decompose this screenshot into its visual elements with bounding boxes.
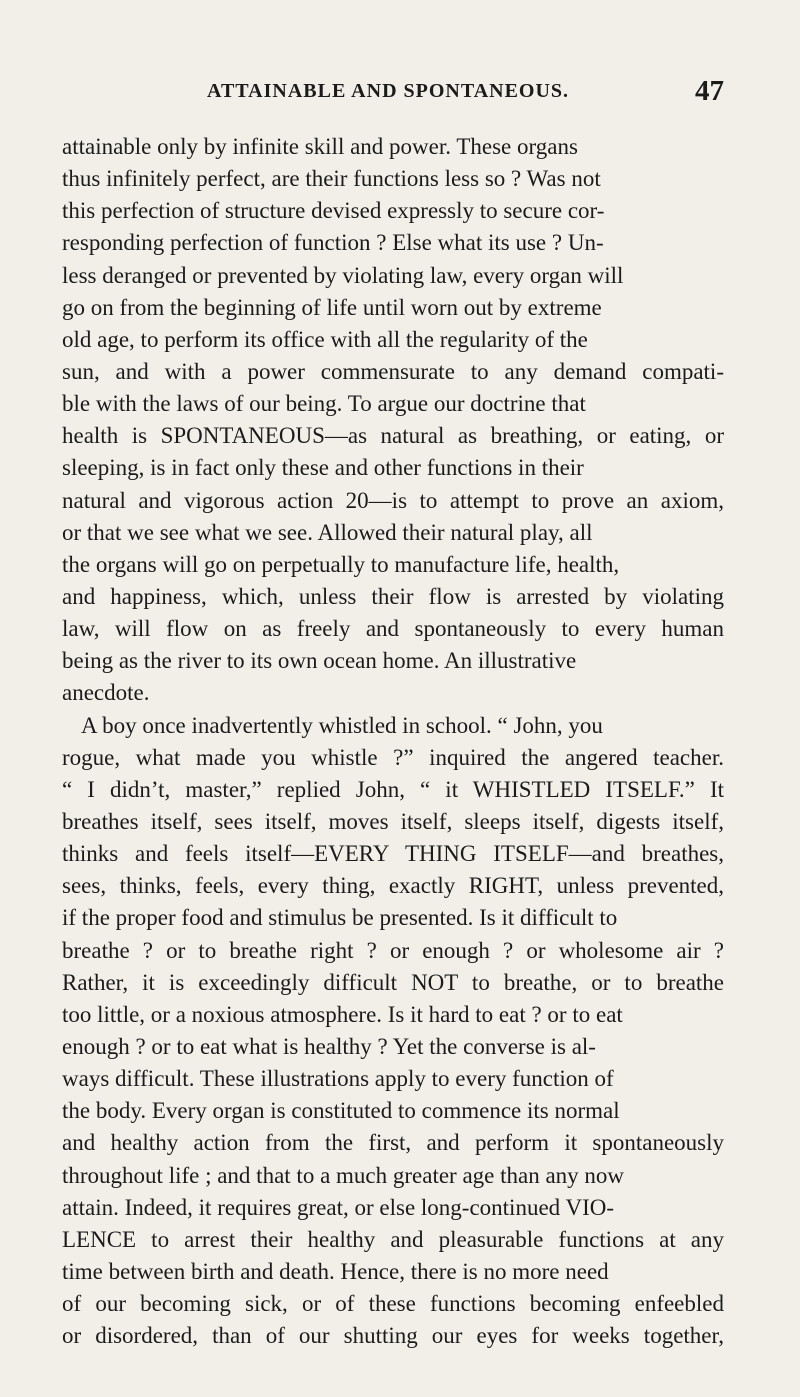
text-line: breathe ? or to breathe right ? or enough ? or wholesome air ? [62, 937, 724, 963]
text-line: attain. Indeed, it requires great, or else long-continued VIO- [62, 1194, 615, 1220]
text-line: thus infinitely perfect, are their functions less so ? Was not [62, 166, 601, 192]
text-line: thinks and feels itself—EVERY THING ITSELF—and breathes, [62, 841, 724, 867]
text-line: too little, or a noxious atmosphere. Is it hard to eat ? or to eat [62, 1001, 623, 1027]
text-line: law, will flow on as freely and spontaneously to every human [62, 616, 724, 642]
text-line: and healthy action from the first, and perform it spontaneously [62, 1130, 724, 1156]
text-line: the body. Every organ is constituted to commence its normal [62, 1098, 620, 1124]
text-line: this perfection of structure devised expressly to secure cor- [62, 198, 605, 224]
text-line-paragraph-start: A boy once inadvertently whistled in school. “ John, you [81, 712, 603, 738]
text-line: rogue, what made you whistle ?” inquired the angered teacher. [62, 744, 724, 770]
text-line: enough ? or to eat what is healthy ? Yet the converse is al- [62, 1033, 596, 1059]
text-line: throughout life ; and that to a much greater age than any now [62, 1162, 625, 1188]
text-line: old age, to perform its office with all the regularity of the [62, 326, 588, 352]
page-number: 47 [695, 75, 724, 107]
text-line: LENCE to arrest their healthy and pleasurable functions at any [62, 1226, 724, 1252]
text-line: natural and vigorous action 20—is to attempt to prove an axiom, [62, 487, 724, 513]
text-line: responding perfection of function ? Else what its use ? Un- [62, 230, 604, 256]
text-line: sleeping, is in fact only these and other functions in their [62, 455, 584, 481]
text-line: the organs will go on perpetually to manufacture life, health, [62, 551, 620, 577]
text-line: or that we see what we see. Allowed their natural play, all [62, 519, 593, 545]
text-line: sees, thinks, feels, every thing, exactly RIGHT, unless prevented, [62, 873, 724, 899]
text-line: go on from the beginning of life until worn out by extreme [62, 294, 602, 320]
body-text [62, 131, 724, 1352]
text-line: of our becoming sick, or of these functions becoming enfeebled [62, 1291, 724, 1317]
text-line: breathes itself, sees itself, moves itself, sleeps itself, digests itself, [62, 808, 724, 834]
text-line: being as the river to its own ocean home. An illustrative [62, 648, 577, 674]
text-line: and happiness, which, unless their flow is arrested by violating [62, 583, 724, 609]
text-line: ways difficult. These illustrations apply to every function of [62, 1066, 614, 1092]
text-line: ble with the laws of our being. To argue our doctrine that [62, 391, 586, 417]
text-line: if the proper food and stimulus be presented. Is it difficult to [62, 905, 618, 931]
text-line: time between birth and death. Hence, there is no more need [62, 1258, 609, 1284]
text-line: sun, and with a power commensurate to any demand compati- [62, 358, 724, 384]
text-line: anecdote. [62, 680, 150, 706]
text-line: Rather, it is exceedingly difficult NOT to breathe, or to breathe [62, 969, 724, 995]
text-line: or disordered, than of our shutting our eyes for weeks together, [62, 1323, 724, 1349]
text-line: less deranged or prevented by violating law, every organ will [62, 262, 624, 288]
text-line: attainable only by infinite skill and power. These organs [62, 134, 578, 159]
text-line: health is SPONTANEOUS—as natural as breathing, or eating, or [62, 423, 724, 449]
running-head: ATTAINABLE AND SPONTANEOUS. [207, 80, 570, 102]
text-line: “ I didn’t, master,” replied John, “ it WHISTLED ITSELF.” It [62, 776, 724, 802]
page-header [62, 75, 724, 110]
